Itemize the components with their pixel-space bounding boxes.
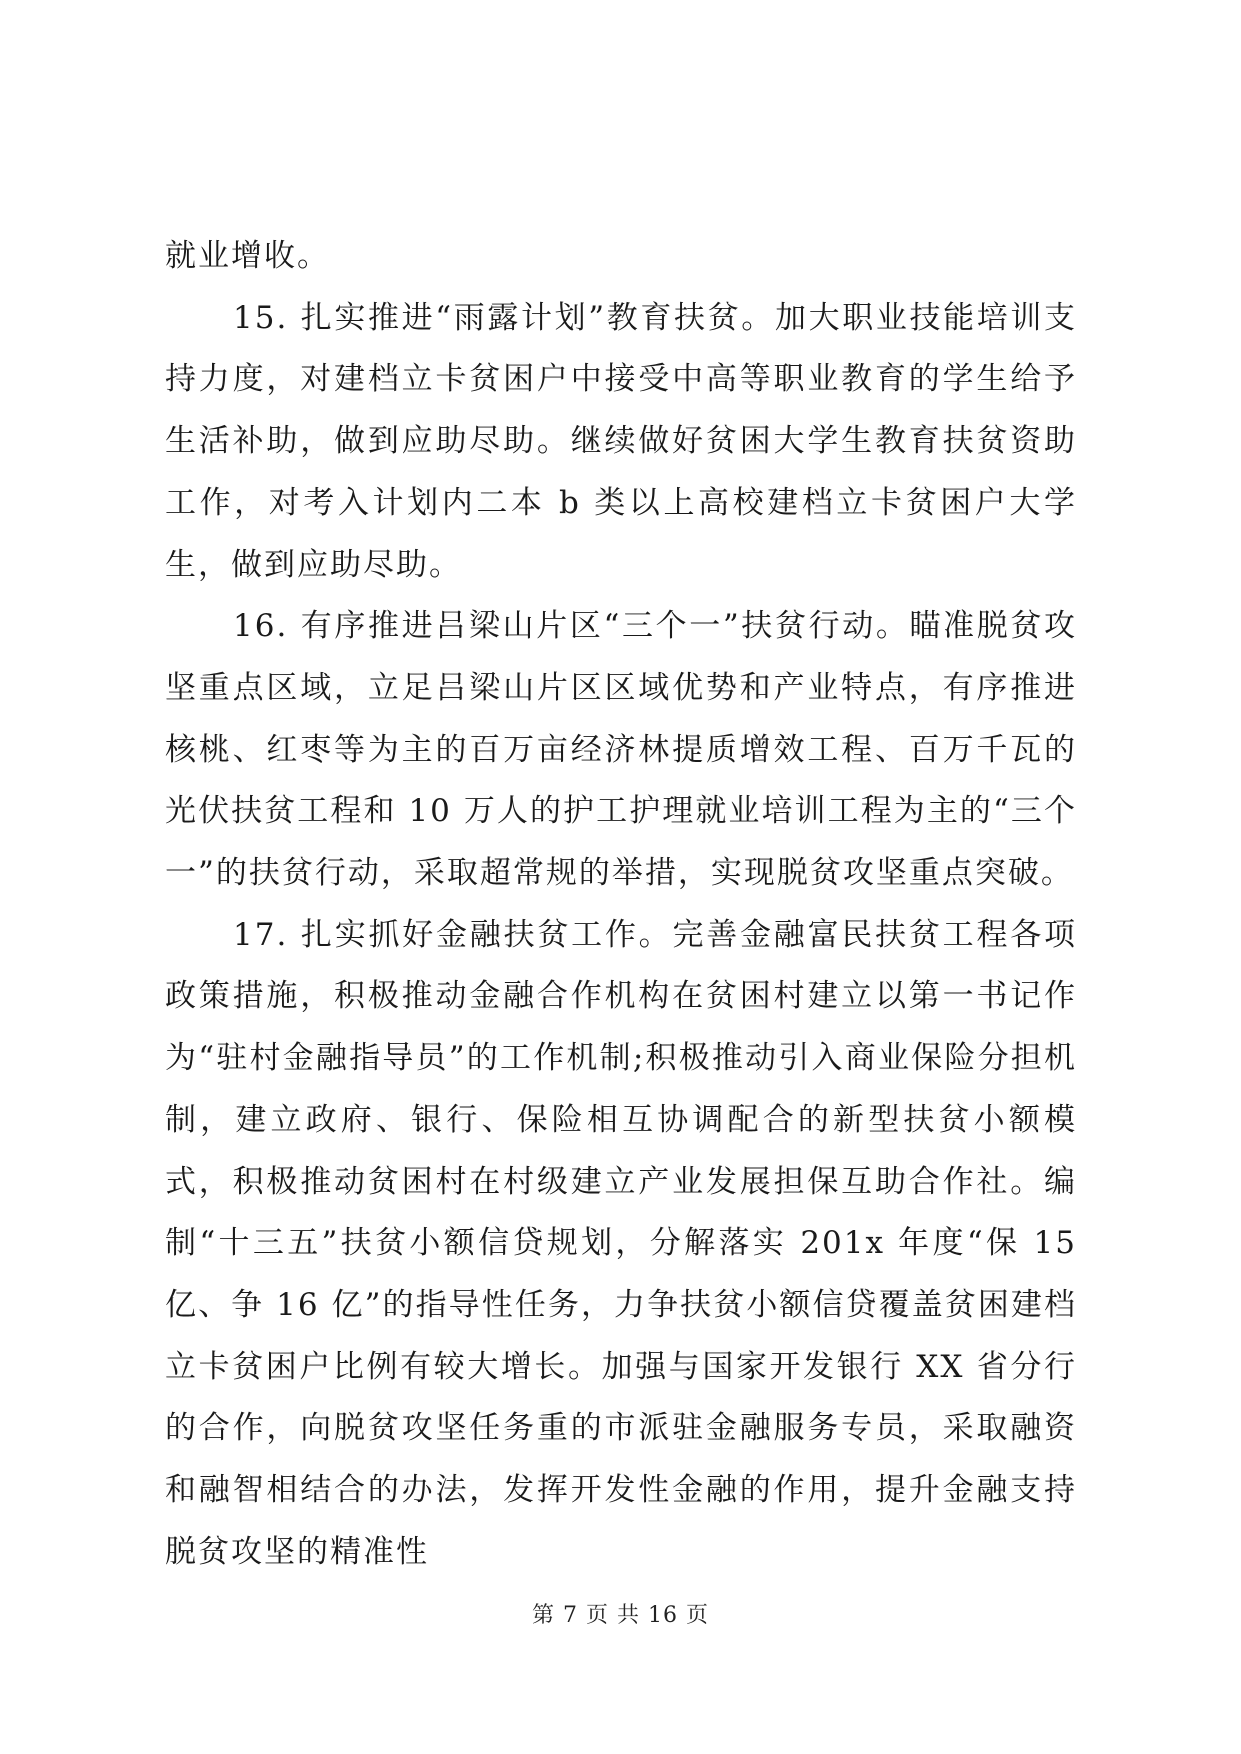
document-body bbox=[165, 226, 1077, 1583]
paragraph-item-16: 16. 有序推进吕梁山片区“三个一”扶贫行动。瞄准脱贫攻坚重点区域，立足吕梁山片区区域优势和产业特点，有序推进核桃、红枣等为主的百万亩经济林提质增效工程、百万千瓦的光伏扶贫工程和 10 万人的护工护理就业培训工程为主的“三个一”的扶贫行动，采取超常规的举措，实现脱贫攻坚重点突破。 bbox=[165, 608, 1077, 892]
page-footer bbox=[0, 1601, 1241, 1631]
paragraph-continuation: 就业增收。 bbox=[165, 238, 330, 274]
paragraph-item-15: 15. 扎实推进“雨露计划”教育扶贫。加大职业技能培训支持力度，对建档立卡贫困户中接受中高等职业教育的学生给予生活补助，做到应助尽助。继续做好贫困大学生教育扶贫资助工作，对考入计划内二本 b 类以上高校建档立卡贫困户大学生，做到应助尽助。 bbox=[165, 299, 1077, 583]
paragraph-item-17: 17. 扎实抓好金融扶贫工作。完善金融富民扶贫工程各项政策措施，积极推动金融合作机构在贫困村建立以第一书记作为“驻村金融指导员”的工作机制;积极推动引入商业保险分担机制，建立政府、银行、保险相互协调配合的新型扶贫小额模式，积极推动贫困村在村级建立产业发展担保互助合作社。编制“十三五”扶贫小额信贷规划，分解落实 201x 年度“保 15 亿、争 16 亿”的指导性任务，力争扶贫小额信贷覆盖贫困建档立卡贫困户比例有较大增长。加强与国家开发银行 XX 省分行的合作，向脱贫攻坚任务重的市派驻金融服务专员，采取融资和融智相结合的办法，发挥开发性金融的作用，提升金融支持脱贫攻坚的精准性 bbox=[165, 916, 1077, 1570]
page-number-label: 第 7 页 共 16 页 bbox=[532, 1603, 709, 1628]
